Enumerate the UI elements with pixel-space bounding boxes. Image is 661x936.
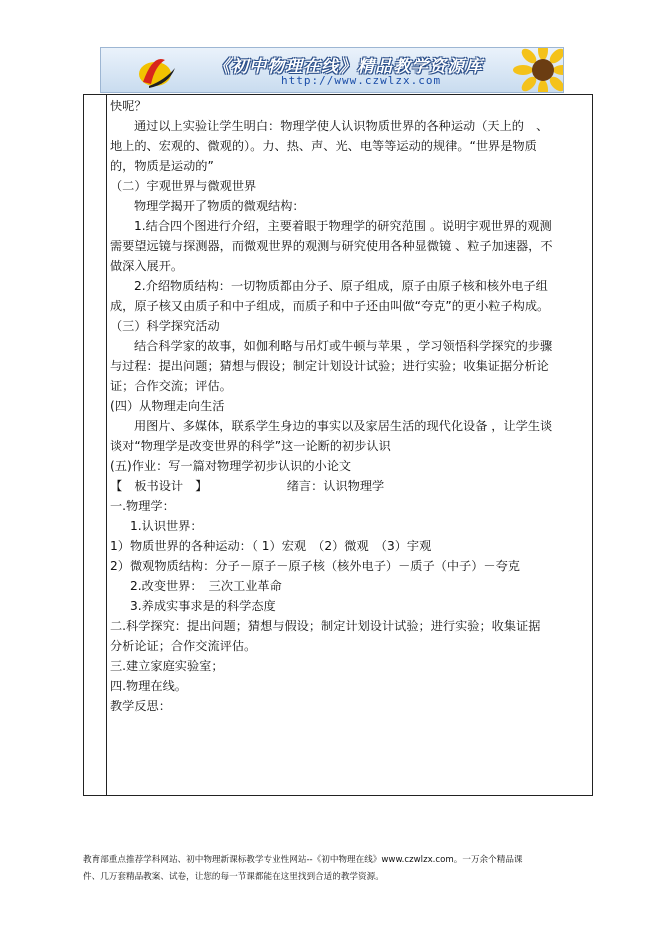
outline-line: 1.认识世界： [130, 519, 203, 533]
banner-url[interactable]: http://www.czwlzx.com [281, 74, 442, 87]
footer-line: 教育部重点推荐学科网站、初中物理新课标教学专业性网站--《初中物理在线》www.czwlzx.com。一万余个精品课 [83, 855, 523, 865]
board-design-heading: 【 板书设计 】 绪言：认识物理学 [110, 479, 385, 493]
reflection-label: 教学反思： [110, 699, 171, 713]
text-line: 成，原子核又由质子和中子组成，而质子和中子还由叫做“夸克”的更小粒子构成。 [110, 299, 550, 313]
text-line: 1.结合四个图进行介绍，主要着眼于物理学的研究范围 。说明宇观世界的观测 [134, 219, 552, 233]
outline-line: 2）微观物质结构：分子－原子－原子核（核外电子）－质子（中子）－夸克 [110, 559, 520, 573]
text-line: 用图片、多媒体，联系学生身边的事实以及家居生活的现代化设备 ，让学生谈 [134, 419, 553, 433]
header-banner [100, 47, 564, 93]
text-line: 结合科学家的故事，如伽利略与吊灯或牛顿与苹果 ，学习领悟科学探究的步骤 [134, 339, 553, 353]
outline-line: 四.物理在线。 [110, 679, 187, 693]
site-logo-icon [135, 50, 179, 90]
homework-line: (五)作业：写一篇对物理学初步认识的小论文 [110, 459, 352, 473]
text-line: 与过程：提出问题；猜想与假设；制定计划设计试验；进行实验；收集证据分析论 [110, 359, 549, 373]
outline-line: 一.物理学： [110, 499, 175, 513]
outline-line: 三.建立家庭实验室； [110, 659, 224, 673]
lesson-content [110, 96, 590, 716]
section-heading: （三）科学探究活动 [110, 319, 220, 333]
outline-line: 分析论证；合作交流评估。 [110, 639, 257, 653]
text-line: 快呢？ [110, 99, 147, 113]
text-line: 物理学揭开了物质的微观结构： [134, 199, 305, 213]
text-line: 的，物质是运动的” [110, 159, 214, 173]
footer-line: 件、几万套精品教案、试卷，让您的每一节课都能在这里找到合适的教学资源。 [83, 872, 384, 882]
banner-title: 《初中物理在线》精品教学资源库 [213, 57, 483, 77]
sunflower-icon [503, 47, 564, 93]
table-column-divider [106, 95, 107, 795]
section-heading: （二）宇观世界与微观世界 [110, 179, 257, 193]
text-line: 通过以上实验让学生明白：物理学使人认识物质世界的各种运动（天上的 、 [134, 119, 549, 133]
text-line: 做深入展开。 [110, 259, 184, 273]
page-footer [83, 852, 583, 886]
outline-line: 2.改变世界： 三次工业革命 [130, 579, 282, 593]
text-line: 谈对“物理学是改变世界的科学”这一论断的初步认识 [110, 439, 391, 453]
outline-line: 二.科学探究：提出问题；猜想与假设；制定计划设计试验；进行实验；收集证据 [110, 619, 541, 633]
section-heading: (四）从物理走向生活 [110, 399, 225, 413]
outline-line: 1）物质世界的各种运动：（ 1）宏观 （2）微观 （3）宇观 [110, 539, 432, 553]
outline-line: 3.养成实事求是的科学态度 [130, 599, 276, 613]
text-line: 地上的、宏观的、微观的）。力、热、声、光、电等等运动的规律。“世界是物质 [110, 139, 537, 153]
text-line: 需要望远镜与探测器，而微观世界的观测与研究使用各种显微镜 、粒子加速器，不 [110, 239, 553, 253]
text-line: 2.介绍物质结构：一切物质都由分子、原子组成，原子由原子核和核外电子组 [134, 279, 548, 293]
text-line: 证；合作交流；评估。 [110, 379, 232, 393]
